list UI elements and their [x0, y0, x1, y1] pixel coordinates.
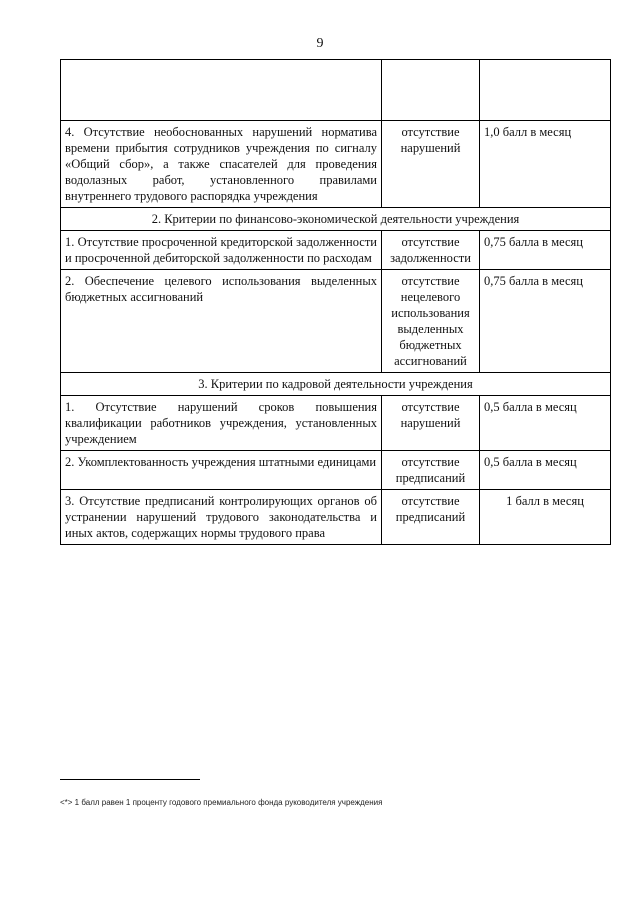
condition-cell: отсутствие задолженности: [382, 231, 480, 270]
section-title: 3. Критерии по кадровой деятельности учреждения: [61, 373, 611, 396]
table-cell-empty: [382, 60, 480, 121]
footnote-separator: [60, 779, 200, 780]
page-number: 9: [316, 36, 324, 51]
table-row: [61, 451, 611, 490]
score-cell: 1,0 балл в месяц: [480, 121, 611, 208]
condition-cell: отсутствие нарушений: [382, 396, 480, 451]
table-row: [61, 121, 611, 208]
score-cell: 0,75 балла в месяц: [480, 270, 611, 373]
table-row-blank: [61, 60, 611, 121]
criterion-cell: 1. Отсутствие просроченной кредиторской задолженности и просроченной дебиторской задолженности по расходам: [61, 231, 382, 270]
condition-cell: отсутствие нецелевого использования выделенных бюджетных ассигнований: [382, 270, 480, 373]
condition-cell: отсутствие предписаний: [382, 451, 480, 490]
criterion-cell: 3. Отсутствие предписаний контролирующих органов об устранении нарушений трудового законодательства и иных актов, содержащих нормы трудового права: [61, 490, 382, 545]
table-cell-empty: [480, 60, 611, 121]
section-title: 2. Критерии по финансово-экономической деятельности учреждения: [61, 208, 611, 231]
score-cell: 1 балл в месяц: [480, 490, 611, 545]
criterion-cell: 4. Отсутствие необоснованных нарушений норматива времени прибытия сотрудников учреждения по сигналу «Общий сбор», а также спасателей для проведения водолазных работ, установленного правилами внутреннего трудового распорядка учреждения: [61, 121, 382, 208]
criteria-table: [60, 59, 611, 545]
score-cell: 0,5 балла в месяц: [480, 396, 611, 451]
criterion-cell: 2. Обеспечение целевого использования выделенных бюджетных ассигнований: [61, 270, 382, 373]
footnote: <*> 1 балл равен 1 проценту годового премиального фонда руководителя учреждения: [60, 798, 383, 807]
criterion-cell: 2. Укомплектованность учреждения штатными единицами: [61, 451, 382, 490]
table-cell-empty: [61, 60, 382, 121]
criterion-cell: 1. Отсутствие нарушений сроков повышения квалификации работников учреждения, установленных учреждением: [61, 396, 382, 451]
table-row: [61, 396, 611, 451]
condition-cell: отсутствие нарушений: [382, 121, 480, 208]
condition-cell: отсутствие предписаний: [382, 490, 480, 545]
criteria-table-body: [61, 60, 611, 545]
section-header-row: [61, 373, 611, 396]
score-cell: 0,75 балла в месяц: [480, 231, 611, 270]
section-header-row: [61, 208, 611, 231]
score-cell: 0,5 балла в месяц: [480, 451, 611, 490]
table-row: [61, 270, 611, 373]
table-row: [61, 490, 611, 545]
table-row: [61, 231, 611, 270]
